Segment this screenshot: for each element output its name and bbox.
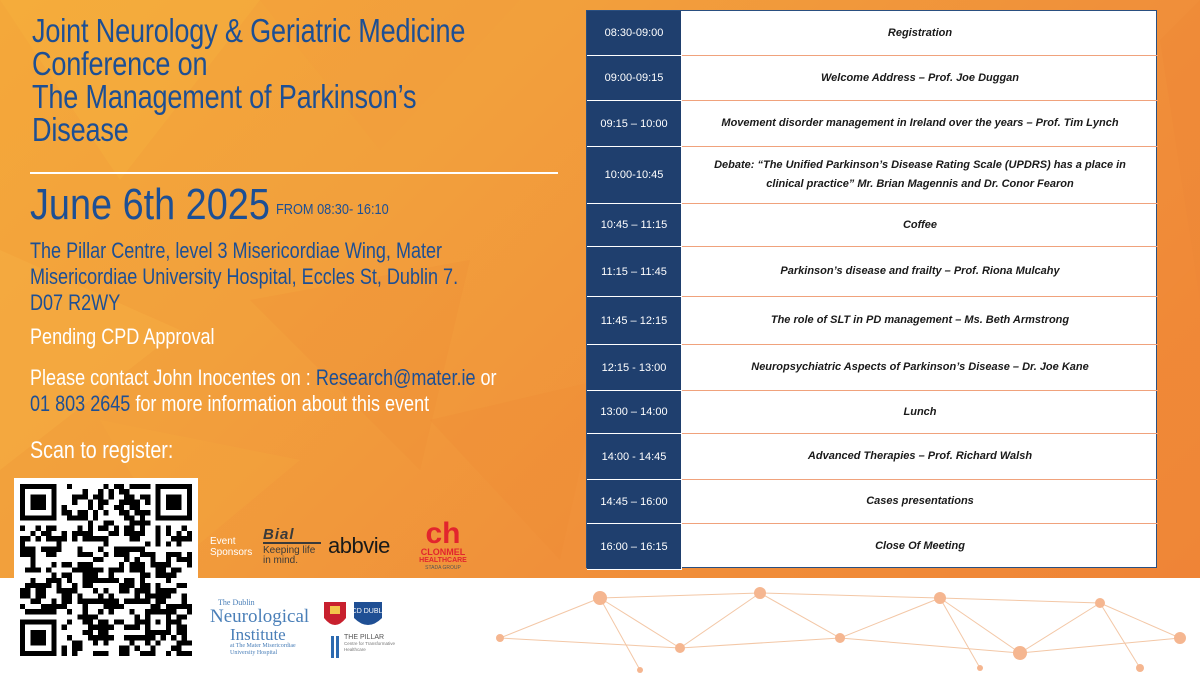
venue-address: , Mater Misericordiae University Hospital, Eccles St, Dublin 7. D07 R2WY	[30, 238, 459, 315]
dni-sub: at The Mater Misericordiae University Hospital	[230, 643, 296, 656]
pillar-icon	[330, 634, 342, 660]
cpd-status: Pending CPD Approval	[30, 324, 215, 349]
title-line: The Management of Parkinson’s	[32, 78, 417, 115]
agenda-item: Coffee	[902, 218, 938, 231]
ucd-text: UCD DUBLIN	[346, 608, 390, 615]
registration-qr-code[interactable]	[14, 478, 198, 662]
agenda-time: 10:00-10:45	[587, 147, 682, 204]
agenda-item: Neuropsychiatric Aspects of Parkinson’s Disease – Dr. Joe Kane	[751, 361, 1089, 373]
agenda-row	[587, 297, 1158, 345]
agenda-row	[587, 345, 1158, 391]
agenda-item: Debate: “The Unified Parkinson’s Disease Rating Scale (UPDRS) has a place in clinical practice” Mr. Brian Magennis and Dr. Conor Fearon	[714, 159, 1126, 190]
dni-the: The Dublin	[218, 598, 255, 607]
agenda-row	[587, 56, 1158, 101]
agenda-time: 13:00 – 14:00	[587, 391, 682, 434]
event-date: June 6th 2025	[30, 180, 270, 229]
agenda-time: 16:00 – 16:15	[587, 524, 682, 570]
agenda-time: 14:45 – 16:00	[587, 480, 682, 524]
agenda-time: 14:00 - 14:45	[587, 434, 682, 480]
network-graphic	[380, 578, 1200, 675]
agenda-time: 11:45 – 12:15	[587, 297, 682, 345]
crest-icon	[322, 600, 402, 634]
agenda-row	[587, 434, 1158, 480]
agenda-item: Parkinson’s disease and frailty – Prof. Riona Mulcahy	[780, 265, 1060, 277]
clonmel-mark: ch	[425, 517, 461, 550]
title-line: Conference on	[32, 45, 208, 82]
contact-email-link[interactable]: Research@mater.ie	[315, 365, 476, 390]
event-time-range: FROM 08:30- 16:10	[276, 201, 389, 218]
pillar-sub: Centre for Transformative Healthcare	[344, 641, 396, 652]
bial-tagline: Keeping life in mind.	[263, 545, 316, 566]
agenda-row	[587, 480, 1158, 524]
abbvie-logo: abbvie	[328, 533, 390, 558]
agenda-row	[587, 11, 1158, 56]
agenda-item: Lunch	[903, 405, 937, 418]
agenda-item: The role of SLT in PD management – Ms. Beth Armstrong	[770, 314, 1070, 326]
agenda-item: Movement disorder management in Ireland over the years – Prof. Tim Lynch	[721, 117, 1119, 129]
title-divider	[30, 172, 558, 174]
event-title	[32, 14, 475, 146]
agenda-time: 08:30-09:00	[587, 11, 682, 56]
agenda-item: Registration	[887, 26, 953, 39]
bial-mark: Bial	[263, 528, 321, 544]
scan-label: Scan to register:	[30, 437, 174, 464]
agenda-row	[587, 101, 1158, 147]
agenda-time: 10:45 – 11:15	[587, 204, 682, 247]
clonmel-group: STADA GROUP	[425, 565, 461, 571]
agenda-table	[586, 10, 1157, 568]
dni-institute: Institute	[230, 625, 286, 644]
agenda-item: Close Of Meeting	[875, 540, 965, 552]
event-date-block	[30, 178, 389, 232]
contact-phone[interactable]: 01 803 2645	[30, 391, 131, 416]
dni-neurological: Neurological	[210, 606, 310, 627]
clonmel-logo	[418, 517, 468, 572]
agenda-row	[587, 247, 1158, 297]
bial-logo	[263, 528, 321, 566]
agenda-item: Welcome Address – Prof. Joe Duggan	[820, 71, 1020, 84]
agenda-item: Advanced Therapies – Prof. Richard Walsh	[807, 450, 1033, 462]
title-line: Joint Neurology & Geriatric Medicine	[32, 12, 466, 49]
agenda-time: 09:15 – 10:00	[587, 101, 682, 147]
title-line: Disease	[32, 111, 129, 148]
agenda-item: Cases presentations	[866, 495, 974, 507]
agenda-time: 09:00-09:15	[587, 56, 682, 101]
clonmel-name: CLONMEL	[420, 547, 466, 557]
pillar-name: THE PILLAR	[344, 634, 385, 641]
agenda-row	[587, 524, 1158, 569]
contact-info	[30, 365, 514, 417]
venue-building: The Pillar Centre, level 3 Misericordiae Wing	[30, 238, 386, 263]
contact-prefix: Please contact John Inocentes on :	[30, 365, 316, 390]
contact-suffix: for more information about this event	[130, 391, 430, 416]
sponsors-label-text: Event Sponsors	[210, 536, 253, 558]
contact-or: or	[475, 365, 497, 390]
pillar-logo	[330, 634, 400, 653]
dublin-neurological-institute-logo	[210, 598, 320, 657]
clonmel-sub: HEALTHCARE	[419, 557, 467, 564]
qr-code-icon	[20, 484, 192, 656]
agenda-row	[587, 147, 1158, 204]
agenda-row	[587, 204, 1158, 247]
agenda-time: 12:15 - 13:00	[587, 345, 682, 391]
agenda-time: 11:15 – 11:45	[587, 247, 682, 297]
agenda-row	[587, 391, 1158, 434]
event-venue	[30, 238, 489, 316]
sponsors-label	[210, 536, 254, 558]
